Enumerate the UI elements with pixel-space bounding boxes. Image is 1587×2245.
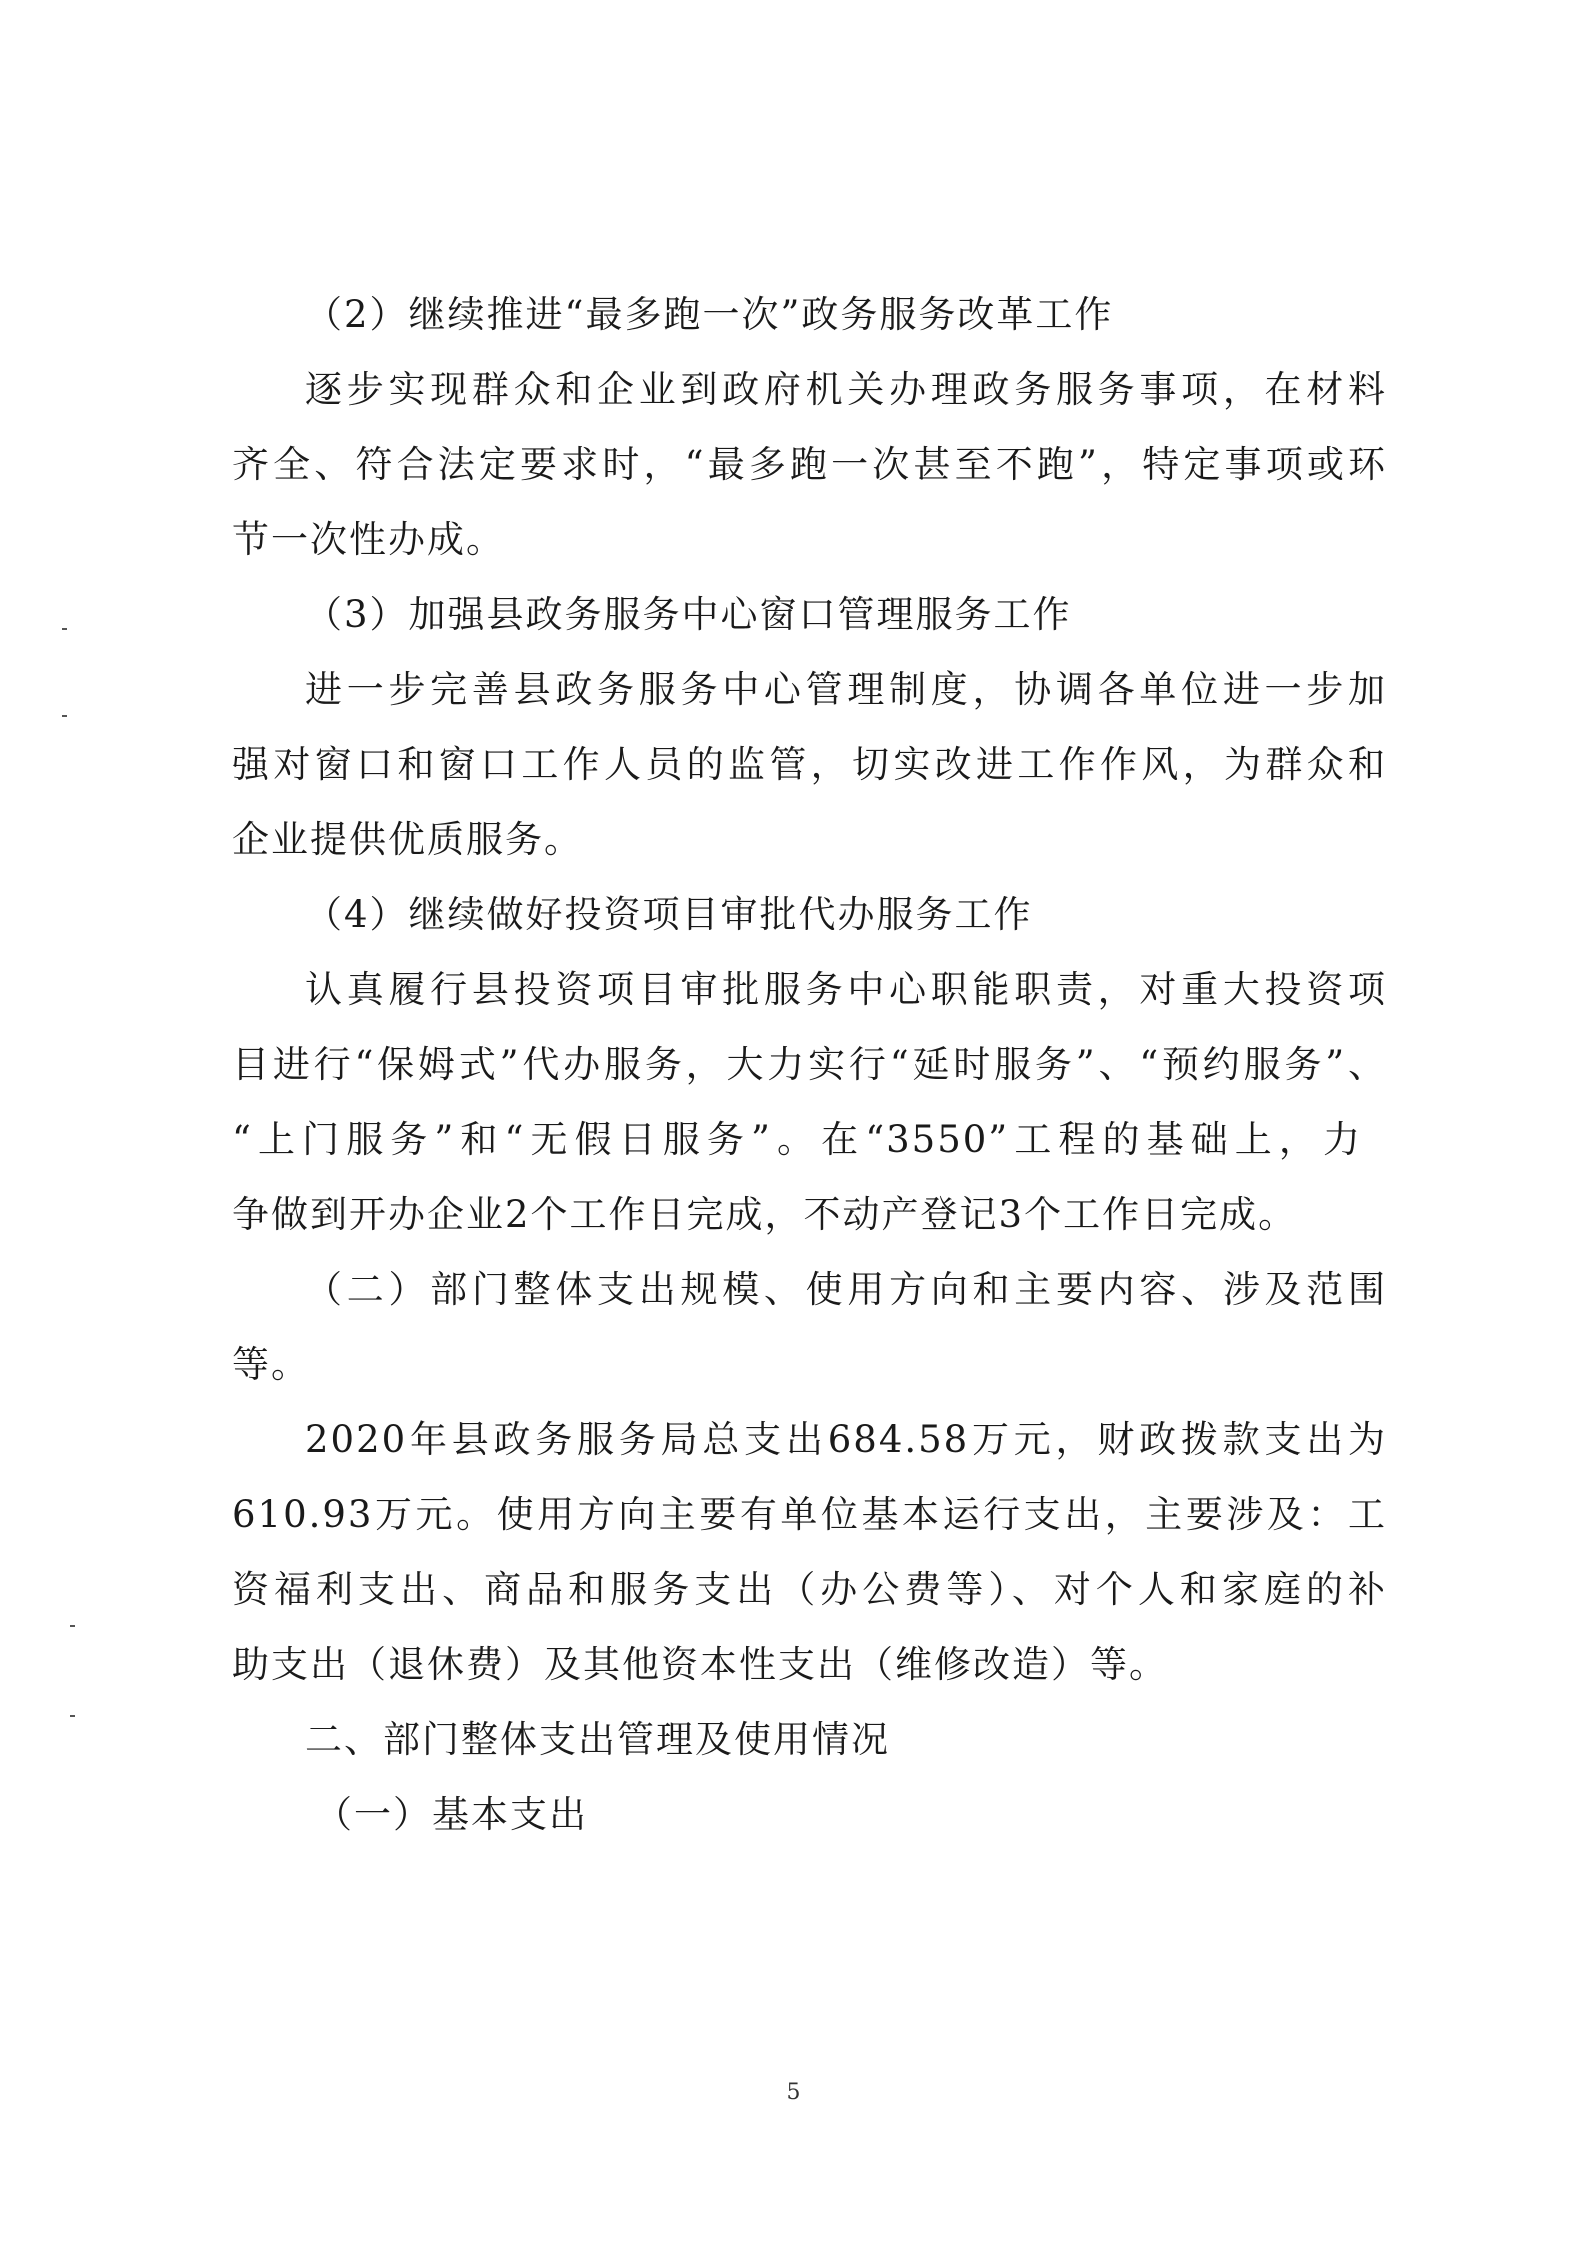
section-heading-2: （二）部门整体支出规模、使用方向和主要内容、涉及范围 (305, 1268, 1387, 1311)
paragraph-line: 争做到开办企业2个工作日完成，不动产登记3个工作日完成。 (232, 1193, 1298, 1236)
scan-speck (70, 1625, 75, 1627)
paragraph-line: 企业提供优质服务。 (232, 818, 583, 861)
scan-speck (62, 715, 67, 717)
paragraph-line: 节一次性办成。 (232, 518, 505, 561)
paragraph-line: 等。 (232, 1343, 310, 1386)
paragraph-line: 进一步完善县政务服务中心管理制度，协调各单位进一步加 (305, 668, 1387, 711)
page-number: 5 (786, 2080, 801, 2105)
chapter-heading-2: 二、部门整体支出管理及使用情况 (305, 1718, 890, 1761)
paragraph-line: 资福利支出、商品和服务支出（办公费等）、对个人和家庭的补 (232, 1568, 1387, 1611)
paragraph-line: 助支出（退休费）及其他资本性支出（维修改造）等。 (232, 1643, 1168, 1686)
scan-speck (70, 1715, 75, 1717)
paragraph-line: 齐全、符合法定要求时，“最多跑一次甚至不跑”，特定事项或环 (232, 443, 1387, 486)
subsection-heading-1: （一）基本支出 (315, 1793, 588, 1836)
paragraph-line: “上门服务”和“无假日服务”。在“3550”工程的基础上，力 (232, 1118, 1362, 1161)
paragraph-line: 目进行“保姆式”代办服务，大力实行“延时服务”、“预约服务”、 (232, 1043, 1387, 1086)
scan-speck (62, 628, 67, 630)
heading-item-2: （2）继续推进“最多跑一次”政务服务改革工作 (305, 293, 1114, 336)
paragraph-line: 逐步实现群众和企业到政府机关办理政务服务事项，在材料 (305, 368, 1387, 411)
heading-item-4: （4）继续做好投资项目审批代办服务工作 (305, 893, 1033, 936)
paragraph-line: 强对窗口和窗口工作人员的监管，切实改进工作作风，为群众和 (232, 743, 1387, 786)
paragraph-line: 认真履行县投资项目审批服务中心职能职责，对重大投资项 (305, 968, 1387, 1011)
heading-item-3: （3）加强县政务服务中心窗口管理服务工作 (305, 593, 1072, 636)
paragraph-line: 2020年县政务服务局总支出684.58万元，财政拨款支出为 (305, 1418, 1387, 1461)
paragraph-line: 610.93万元。使用方向主要有单位基本运行支出，主要涉及：工 (232, 1493, 1387, 1536)
